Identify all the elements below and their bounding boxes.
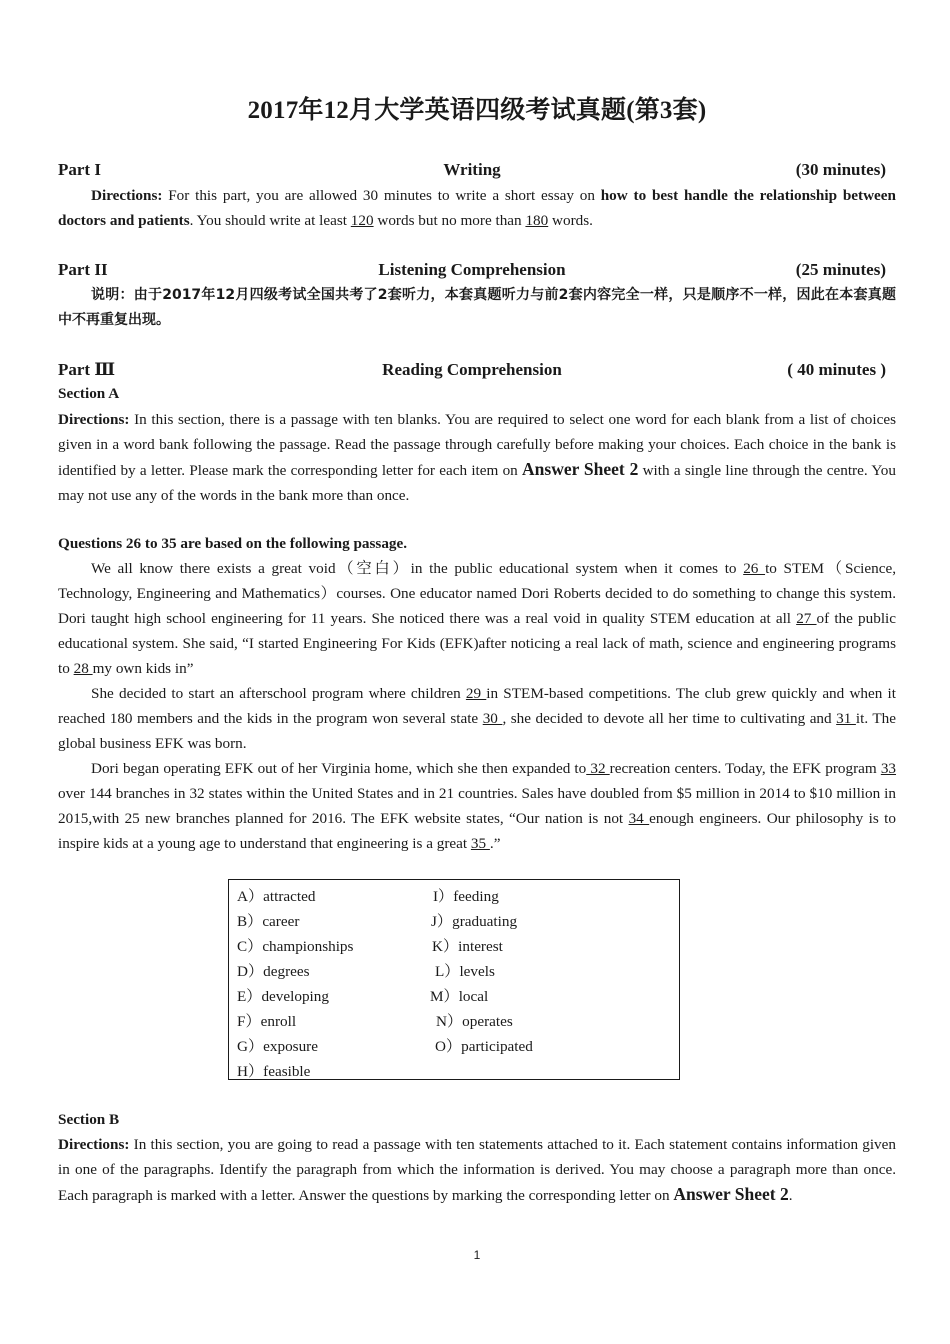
- word-bank-item: M）local: [430, 988, 489, 1005]
- part2-time: (25 minutes): [795, 260, 886, 279]
- essay-topic: how to best handle the relationship between doctors and patients: [58, 187, 896, 229]
- min-words: 120: [350, 212, 374, 229]
- passage-paragraph-2: She decided to start an afterschool program where children 29 in STEM-based competitions. The club grew quickly and when it reached 180 members and the kids in the program won several state 30 , she decided to devote all her time to cultivating and 31 it. The global business EFK was born.: [58, 685, 897, 752]
- questions-heading: Questions 26 to 35 are based on the following passage.: [58, 535, 408, 552]
- word-bank-item: K）interest: [432, 938, 503, 955]
- part2-note: 说明：由于2017年12月四级考试全国共考了2套听力，本套真题听力与前2套内容完全一样，只是顺序不一样，因此在本套真题中不再重复出现。: [58, 287, 896, 328]
- word-bank-item: A）attracted: [237, 888, 316, 905]
- blank-34: 34: [628, 810, 650, 827]
- word-bank-item: D）degrees: [237, 963, 310, 980]
- directions-label: Directions:: [58, 411, 130, 428]
- page-title: 2017年12月大学英语四级考试真题(第3套): [247, 97, 707, 124]
- max-words: 180: [525, 212, 549, 229]
- part3-time: ( 40 minutes ): [787, 360, 886, 379]
- part3-name: Reading Comprehension: [382, 360, 562, 379]
- blank-29: 29: [465, 685, 487, 702]
- answer-sheet-ref: Answer Sheet 2: [522, 459, 639, 479]
- section-b-heading: Section B: [58, 1111, 120, 1128]
- section-b-directions: Directions: In this section, you are going to read a passage with ten statements attached to it. Each statement contains information given in one of the paragraphs. Identify the paragraph from which the information is derived. You may choose a paragraph more than once. Each paragraph is marked with a letter. Answer the questions by marking the corresponding letter on Answer Sheet 2.: [58, 1136, 896, 1204]
- part2-name: Listening Comprehension: [378, 260, 566, 279]
- blank-26: 26: [743, 560, 766, 577]
- blank-30: 30: [482, 710, 503, 727]
- page-number: 1: [473, 1248, 481, 1262]
- part1-name: Writing: [443, 160, 501, 179]
- word-bank-item: G）exposure: [237, 1038, 318, 1055]
- passage-paragraph-3: Dori began operating EFK out of her Virginia home, which she then expanded to 32 recreation centers. Today, the EFK program 33 over 144 branches in 32 states within the United States and in 21 countries. Sales have doubled from $5 million in 2014 to $10 million in 2015,with 25 new branches planned for 2016. The EFK website states, “Our nation is not 34 enough engineers. Our philosophy is to inspire kids at a young age to understand that engineering is a great 35 .”: [58, 760, 897, 852]
- blank-28: 28: [73, 660, 93, 677]
- directions-label: Directions:: [91, 187, 163, 204]
- part2-label: Part II: [58, 260, 108, 279]
- blank-32: 32: [586, 760, 610, 777]
- exam-page: [58, 0, 896, 1344]
- answer-sheet-ref: Answer Sheet 2: [673, 1184, 789, 1204]
- word-bank-item: H）feasible: [237, 1063, 311, 1080]
- passage-paragraph-1: We all know there exists a great void（空白）in the public educational system when it comes to 26 to STEM（Science, Technology, Engineering and Mathematics）courses. One educator named Dori Roberts decided to do something to change this system. Dori taught high school engineering for 11 years. She noticed there was a real void in quality STEM education at all 27 of the public educational system. She said, “I started Engineering For Kids (EFK)after noticing a real lack of math, science and engineering programs to 28 my own kids in”: [58, 560, 897, 677]
- section-a-directions: Directions: In this section, there is a passage with ten blanks. You are required to select one word for each blank from a list of choices given in a word bank following the passage. Read the passage through carefully before making your choices. Each choice in the bank is identified by a letter. Please mark the corresponding letter for each item on Answer Sheet 2 with a single line through the centre. You may not use any of the words in the bank more than once.: [58, 411, 896, 504]
- part1-label: Part I: [58, 160, 101, 179]
- word-bank-item: B）career: [237, 913, 300, 930]
- part1-directions: Directions: For this part, you are allowed 30 minutes to write a short essay on how to best handle the relationship between doctors and patients. You should write at least 120 words but no more than 180 words.: [58, 187, 896, 229]
- section-a-heading: Section A: [58, 385, 120, 402]
- word-bank-item: O）participated: [435, 1038, 533, 1055]
- word-bank-item: E）developing: [237, 988, 329, 1005]
- directions-label: Directions:: [58, 1136, 130, 1153]
- part1-time: (30 minutes): [795, 160, 886, 179]
- word-bank-item: N）operates: [436, 1013, 513, 1030]
- blank-27: 27: [796, 610, 817, 627]
- word-bank-item: L）levels: [435, 963, 495, 980]
- blank-33: 33: [880, 760, 897, 777]
- blank-31: 31: [836, 710, 856, 727]
- word-bank-item: I）feeding: [433, 888, 499, 905]
- blank-35: 35: [470, 835, 490, 852]
- word-bank-item: C）championships: [237, 938, 354, 955]
- word-bank-item: J）graduating: [431, 913, 518, 930]
- word-bank-item: F）enroll: [237, 1013, 297, 1030]
- word-bank: [228, 879, 680, 1080]
- part3-label: Part Ⅲ: [58, 360, 116, 379]
